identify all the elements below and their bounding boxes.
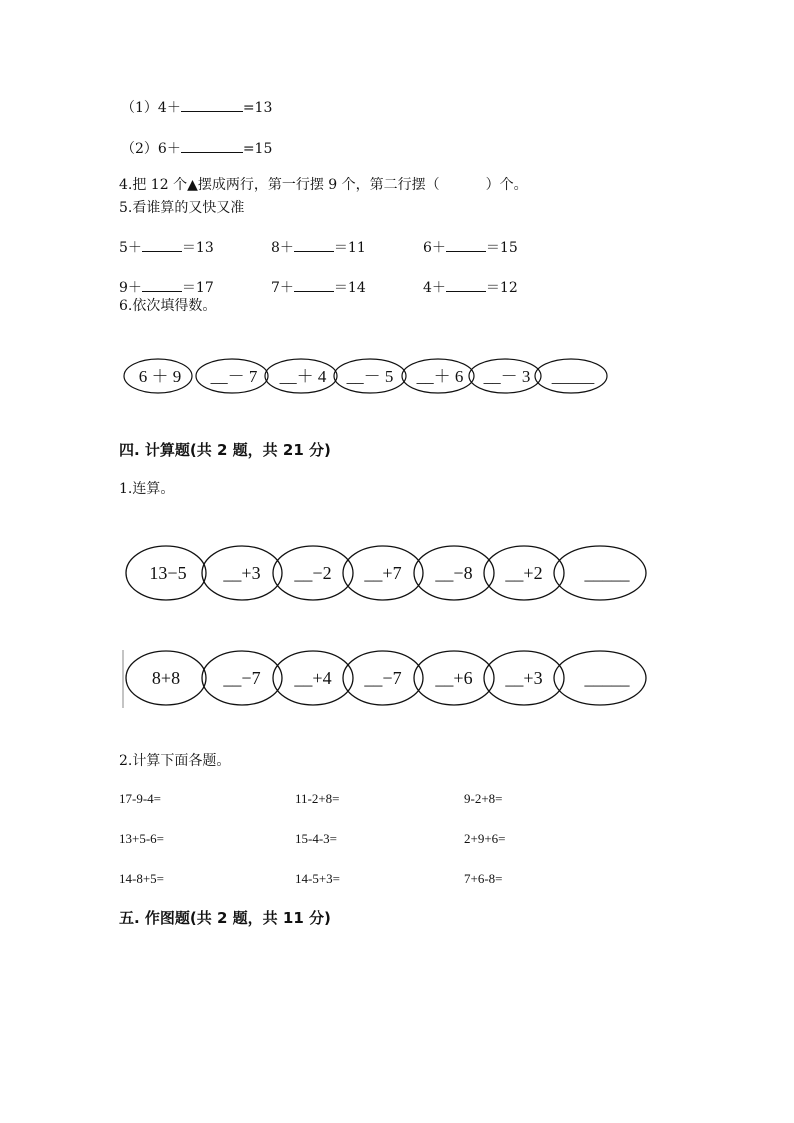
problem[interactable]: 7+6-8= [464, 871, 503, 886]
question-5-title: 5.看谁算的又快又准 [119, 200, 245, 216]
fill-question-2-prefix: （2）6＋ [121, 141, 181, 157]
chain-label[interactable]: _____ [551, 367, 595, 386]
chain-label[interactable]: __－ 5 [346, 367, 394, 386]
answer-blank[interactable] [142, 277, 182, 292]
section-4-heading: 四. 计算题(共 2 题，共 21 分) [119, 441, 331, 459]
answer-blank[interactable] [294, 237, 334, 252]
q5-item [119, 277, 214, 297]
chain-label[interactable]: __+3 [223, 563, 261, 583]
problem[interactable]: 14-5+3= [295, 871, 340, 886]
answer-blank[interactable] [181, 138, 243, 153]
chain-label[interactable]: __−2 [294, 563, 332, 583]
chain-label[interactable]: __−7 [364, 668, 402, 688]
q5-item-right: ＝12 [485, 280, 518, 296]
chain-label: 8+8 [151, 668, 181, 688]
chain-label[interactable]: __＋ 4 [279, 367, 327, 386]
q5-item-left: 6＋ [423, 240, 446, 256]
answer-blank[interactable] [294, 277, 334, 292]
chain-label: 6 ＋ 9 [138, 367, 182, 386]
section-5-heading: 五. 作图题(共 2 题，共 11 分) [119, 909, 331, 927]
chain-label[interactable]: __−8 [435, 563, 473, 583]
q6-chain-diagram [120, 354, 620, 400]
fill-question-2 [121, 138, 272, 158]
chain-label[interactable]: _____ [584, 668, 630, 688]
problem[interactable]: 2+9+6= [464, 831, 506, 846]
chain-label[interactable]: __－ 3 [483, 367, 531, 386]
fill-question-1-suffix: =13 [242, 100, 273, 116]
problem[interactable]: 14-8+5= [119, 871, 164, 886]
q5-item [423, 237, 518, 257]
chain-label: 13−5 [149, 563, 187, 583]
problem[interactable]: 13+5-6= [119, 831, 164, 846]
q5-item-right: ＝11 [333, 240, 366, 256]
q5-item-right: ＝14 [333, 280, 366, 296]
q5-item-right: ＝13 [181, 240, 214, 256]
q5-item-left: 4＋ [423, 280, 446, 296]
problem[interactable]: 15-4-3= [295, 831, 337, 846]
chain-label[interactable]: __+2 [505, 563, 543, 583]
chain-label[interactable]: __+6 [435, 668, 473, 688]
q5-item-left: 9＋ [119, 280, 142, 296]
chain-label[interactable]: __−7 [223, 668, 261, 688]
chain-label[interactable]: __＋ 6 [416, 367, 464, 386]
q5-item-right: ＝17 [181, 280, 214, 296]
section-4-q2-title: 2.计算下面各题。 [119, 753, 231, 769]
q5-item [271, 237, 366, 257]
q5-item [423, 277, 518, 297]
q5-item [271, 277, 366, 297]
fill-question-2-suffix: =15 [242, 141, 273, 157]
chain-label[interactable]: __+3 [505, 668, 543, 688]
section-4-q1-title: 1.连算。 [119, 481, 175, 497]
answer-blank[interactable] [446, 277, 486, 292]
chain-label[interactable]: __+4 [294, 668, 332, 688]
answer-blank[interactable] [181, 97, 243, 112]
chain-diagram-2 [120, 648, 660, 710]
q5-item-left: 7＋ [271, 280, 294, 296]
chain-label[interactable]: _____ [584, 563, 630, 583]
q5-item-left: 8＋ [271, 240, 294, 256]
question-4-text-b: ）个。 [485, 177, 528, 193]
q5-item-left: 5＋ [119, 240, 142, 256]
fill-question-1 [121, 97, 272, 117]
q5-item [119, 237, 214, 257]
chain-label[interactable]: __+7 [364, 563, 402, 583]
answer-blank[interactable] [142, 237, 182, 252]
question-6-title: 6.依次填得数。 [119, 298, 217, 314]
problem[interactable]: 11-2+8= [295, 791, 340, 806]
problem[interactable]: 17-9-4= [119, 791, 161, 806]
question-4-text-a: 4.把 12 个▲摆成两行，第一行摆 9 个，第二行摆（ [119, 177, 440, 193]
problem[interactable]: 9-2+8= [464, 791, 503, 806]
chain-diagram-1 [120, 543, 660, 605]
question-4 [119, 176, 528, 194]
q5-item-right: ＝15 [485, 240, 518, 256]
fill-question-1-prefix: （1）4＋ [121, 100, 181, 116]
answer-blank[interactable] [446, 237, 486, 252]
chain-label[interactable]: __－ 7 [210, 367, 258, 386]
